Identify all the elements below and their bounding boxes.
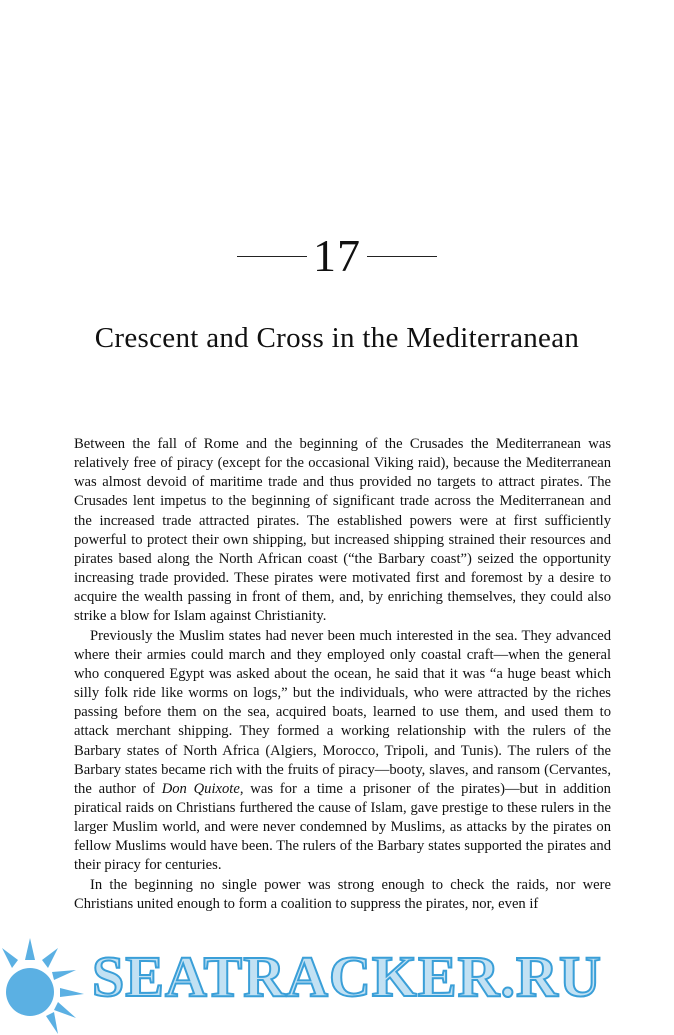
left-rule (237, 256, 307, 257)
watermark-text: SEATRACKER.RU (92, 944, 602, 1009)
chapter-title: Crescent and Cross in the Mediterranean (94, 322, 580, 354)
paragraph-3: In the beginning no single power was strong enough to check the raids, nor were Christians united enough to form a coalition to suppress the pirates, nor, even if (74, 876, 611, 912)
right-rule (367, 256, 437, 257)
chapter-heading (0, 228, 674, 284)
body-text (74, 435, 611, 914)
paragraph-2-part-1: Previously the Muslim states had never been much interested in the sea. They advanced where their armies could march and they employed only coastal craft—when the general who conquered Egypt was asked about the ocean, he said that it was “a huge beast which silly folk ride like worms on logs,” but the individuals, who were attracted by the riches passing before them on the sea, acquired boats, learned to use them, and used them to attack merchant shipping. They formed a working relationship with the rulers of the Barbary states of North Africa (Algiers, Morocco, Tripoli, and Tunis). The rulers of the Barbary states became rich with the fruits of piracy—booty, slaves, and ransom (Cervantes, the author of (74, 627, 611, 797)
paragraph-2-part-2: , was for a time a prisoner of the pirates)—but in addition piratical raids on Christians furthered the cause of Islam, gave prestige to these rulers in the larger Muslim world, and were never condemned by Muslims, as attacks by the pirates on fellow Muslims would have been. The rulers of the Barbary states supported the pirates and their piracy for centuries. (74, 780, 611, 874)
book-title-don-quixote: Don Quixote (161, 780, 240, 797)
paragraph-1: Between the fall of Rome and the beginning of the Crusades the Mediterranean was relatively free of piracy (except for the occasional Viking raid), because the Mediterranean was almost devoid of maritime trade and thus provided no targets to attract pirates. The Crusades lent impetus to the beginning of significant trade across the Mediterranean and the increased trade attracted pirates. The established powers were at first sufficiently powerful to protect their own shipping, but increased shipping strained their resources and pirates based along the North African coast (“the Barbary coast”) seized the opportunity increasing trade provided. These pirates were motivated first and foremost by a desire to acquire the wealth passing in front of them, and, by enriching themselves, they could also strike a blow for Islam against Christianity. (74, 436, 611, 625)
chapter-number: 17 (313, 230, 361, 281)
paragraph-2 (74, 627, 611, 876)
